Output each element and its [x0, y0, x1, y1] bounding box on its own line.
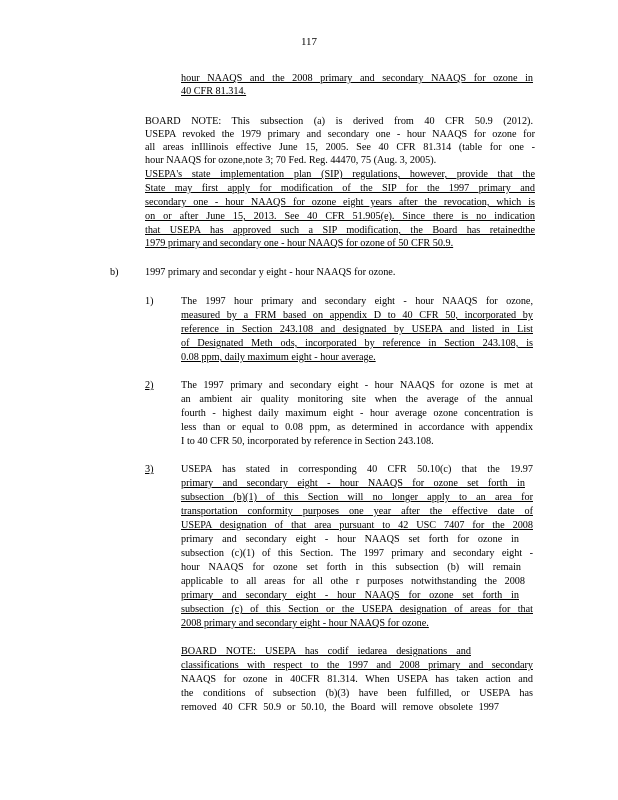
text-line: USEPA revoked the 1979 primary and secondary one - hour NAAQS for ozone for: [145, 129, 535, 140]
text-line: primary and secondary eight - hour NAAQS set forth for ozone in: [181, 534, 519, 545]
text-line: The 1997 primary and secondary eight - hour NAAQS for ozone is met at: [181, 380, 533, 391]
text-line: primary and secondary eight - hour NAAQS for ozone set forth in: [181, 590, 519, 601]
text-line: that USEPA has approved such a SIP modification, the Board has retainedthe: [145, 225, 535, 236]
text-line: The 1997 hour primary and secondary eight - hour NAAQS for ozone,: [181, 296, 533, 307]
text-line: transportation conformity purposes one year after the effective date of: [181, 506, 533, 517]
text-line: subsection (b)(1) of this Section will no longer apply to an area for: [181, 492, 533, 503]
text-line: measured by a FRM based on appendix D to 40 CFR 50, incorporated by: [181, 310, 533, 321]
text-line: classifications with respect to the 1997 and 2008 primary and secondary: [181, 660, 533, 671]
text-line: 40 CFR 81.314.: [181, 86, 247, 97]
text-line: subsection (c)(1) of this Section. The 1997 primary and secondary eight -: [181, 548, 533, 559]
text-line: fourth - highest daily maximum eight - hour average ozone concentration is: [181, 408, 533, 419]
text-line: BOARD NOTE: This subsection (a) is derived from 40 CFR 50.9 (2012).: [145, 116, 533, 127]
text-line: less than or equal to 0.08 ppm, as determined in accordance with appendix: [181, 422, 533, 433]
text-line: BOARD NOTE: USEPA has codif iedarea designations and: [181, 646, 471, 657]
text-line: applicable to all areas for all othe r purposes notwithstanding the 2008: [181, 576, 525, 587]
text-line: secondary one - hour NAAQS for ozone eight years after the revocation, which is: [145, 197, 535, 208]
text-line: USEPA has stated in corresponding 40 CFR 50.10(c) that the 19.97: [181, 464, 533, 475]
text-line: USEPA designation of that area pursuant to 42 USC 7407 for the 2008: [181, 520, 533, 531]
text-line: an ambient air quality monitoring site when the average of the annual: [181, 394, 533, 405]
item-label: 1): [145, 296, 154, 307]
text-line: 1979 primary and secondary one - hour NAAQS for ozone of 50 CFR 50.9.: [145, 238, 454, 249]
text-line: State may first apply for modification of the SIP for the 1997 primary and: [145, 183, 535, 194]
text-line: of Designated Meth ods, incorporated by reference in Section 243.108, is: [181, 338, 533, 349]
text-line: the conditions of subsection (b)(3) have been fulfilled, or USEPA has: [181, 688, 533, 699]
text-line: reference in Section 243.108 and designated by USEPA and listed in List: [181, 324, 533, 335]
text-line: hour NAAQS for ozone set forth in this subsection (b) will remain: [181, 562, 521, 573]
text-line: hour NAAQS and the 2008 primary and secondary NAAQS for ozone in: [181, 73, 533, 84]
text-line: subsection (c) of this Section or the USEPA designation of areas for that: [181, 604, 533, 615]
section-b-title: 1997 primary and secondar y eight - hour NAAQS for ozone.: [145, 267, 396, 278]
text-line: 0.08 ppm, daily maximum eight - hour average.: [181, 352, 376, 363]
text-line: I to 40 CFR 50, incorporated by reference in Section 243.108.: [181, 436, 434, 447]
text-line: on or after June 15, 2013. See 40 CFR 51.905(e). Since there is no indication: [145, 211, 535, 222]
text-line: NAAQS for ozone in 40CFR 81.314. When USEPA has taken action and: [181, 674, 533, 685]
text-line: removed 40 CFR 50.9 or 50.10, the Board will remove obsolete 1997: [181, 702, 499, 713]
text-line: hour NAAQS for ozone,note 3; 70 Fed. Reg. 44470, 75 (Aug. 3, 2005).: [145, 155, 437, 166]
item-label: 3): [145, 464, 154, 475]
item-label: 2): [145, 380, 154, 391]
section-b-label: b): [110, 267, 119, 278]
text-line: 2008 primary and secondary eight - hour NAAQS for ozone.: [181, 618, 429, 629]
text-line: USEPA's state implementation plan (SIP) regulations, however, provide that the: [145, 169, 535, 180]
text-line: all areas inIllinois effective June 15, 2005. See 40 CFR 81.314 (table for one -: [145, 142, 535, 153]
page-number: 117: [300, 36, 318, 48]
text-line: primary and secondary eight - hour NAAQS for ozone set forth in: [181, 478, 525, 489]
